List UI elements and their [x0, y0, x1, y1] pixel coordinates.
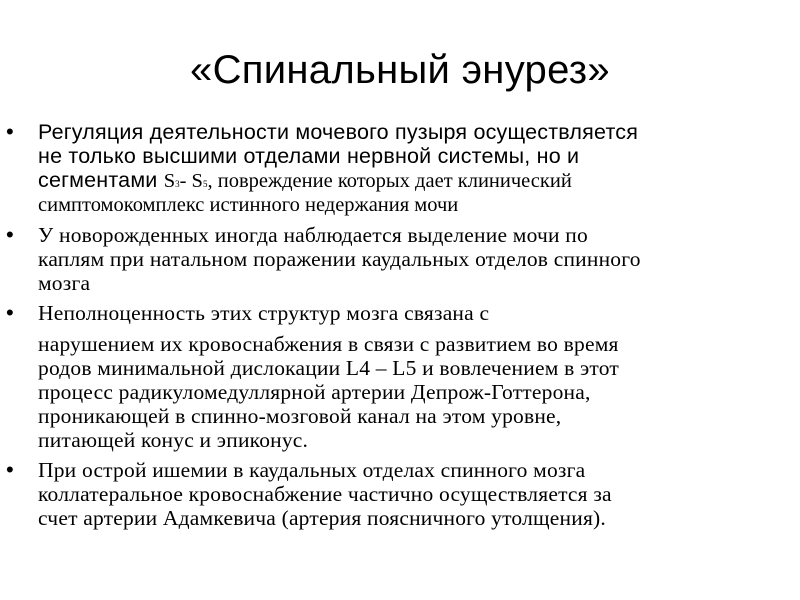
item-4-line-1: При острой ишемии в каудальных отделах спинного мозга [38, 458, 586, 482]
item-3-line-3: родов минимальной дислокации L4 – L5 и вовлечением в этот [38, 356, 620, 380]
item-1-line-1: Регуляция деятельности мочевого пузыря осуществляется [38, 120, 639, 144]
bullet-icon: • [6, 300, 14, 325]
item-1-line-2: не только высшими отделами нервной системы, но и [38, 144, 580, 168]
item-1-line-4: симптомокомплекс истинного недержания мочи [38, 194, 459, 216]
item-1-line-3-sans: сегментами [38, 168, 164, 192]
list-item [6, 120, 786, 217]
segment-s3: S [163, 170, 176, 192]
segment-dash: - S [179, 170, 203, 192]
list-item [6, 223, 786, 295]
item-2-line-3: мозга [38, 271, 91, 295]
item-1-line-3 [38, 168, 786, 193]
segment-s5-sub: 5 [202, 179, 208, 189]
bullet-icon: • [6, 119, 14, 144]
list-item [6, 458, 786, 530]
bullet-icon: • [6, 222, 14, 247]
item-3-line-5: проникающей в спинно-мозговой канал на этом уровне, [38, 404, 562, 428]
item-2-line-1: У новорожденных иногда наблюдается выделение мочи по [38, 223, 588, 247]
item-3-line-1: Неполноценность этих структур мозга связана с [38, 301, 490, 325]
item-2-line-2: каплям при натальном поражении каудальных отделов спинного [38, 247, 641, 271]
bullet-icon: • [6, 457, 14, 482]
slide-title: «Спинальный энурез» [190, 48, 610, 92]
bullet-list [6, 120, 786, 536]
item-4-line-2: коллатеральное кровоснабжение частично осуществляется за [38, 482, 612, 506]
item-4-line-3: счет артерии Адамкевича (артерия поясничного утолщения). [38, 506, 606, 530]
segment-s3-sub: 3 [175, 179, 180, 189]
list-item [6, 301, 786, 452]
item-3-line-6: питающей конус и эпиконус. [38, 428, 309, 452]
line-gap [38, 325, 786, 332]
item-3-line-4: процесс радикуломедуллярной артерии Депрож-Готтерона, [38, 380, 591, 404]
item-1-line-3-rest: , повреждение которых дает клинический [207, 170, 572, 192]
item-3-line-2: нарушением их кровоснабжения в связи с развитием во время [38, 332, 619, 356]
